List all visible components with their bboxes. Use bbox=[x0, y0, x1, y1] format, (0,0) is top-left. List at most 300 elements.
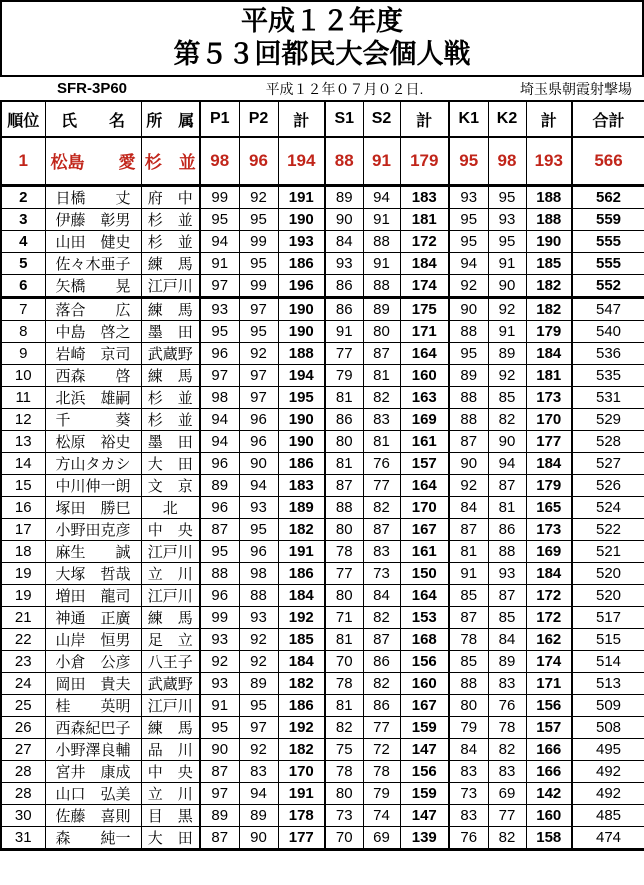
name-cell: 小野田克彦 bbox=[45, 518, 141, 540]
k1-cell: 84 bbox=[449, 496, 488, 518]
pt-cell: 182 bbox=[278, 738, 325, 760]
p2-cell: 96 bbox=[239, 408, 278, 430]
s2-cell: 91 bbox=[363, 137, 400, 185]
club-cell: 杉 並 bbox=[141, 137, 200, 185]
p2-cell: 97 bbox=[239, 364, 278, 386]
club-cell: 墨 田 bbox=[141, 320, 200, 342]
table-row bbox=[1, 826, 644, 849]
column-header-kt: 計 bbox=[526, 101, 572, 137]
page-title-event: 第５３回都民大会個人戦 bbox=[173, 39, 471, 69]
name-cell: 落合 広 bbox=[45, 297, 141, 320]
kt-cell: 177 bbox=[526, 430, 572, 452]
column-header-p1: P1 bbox=[200, 101, 239, 137]
s2-cell: 86 bbox=[363, 694, 400, 716]
st-cell: 160 bbox=[400, 364, 449, 386]
name-cell: 佐々木亜子 bbox=[45, 252, 141, 274]
s2-cell: 79 bbox=[363, 782, 400, 804]
s1-cell: 91 bbox=[325, 320, 363, 342]
s2-cell: 91 bbox=[363, 252, 400, 274]
club-cell: 大 田 bbox=[141, 826, 200, 849]
total-cell: 474 bbox=[572, 826, 644, 849]
s2-cell: 88 bbox=[363, 230, 400, 252]
table-row bbox=[1, 297, 644, 320]
p1-cell: 95 bbox=[200, 208, 239, 230]
name-cell: 松原 裕史 bbox=[45, 430, 141, 452]
p2-cell: 92 bbox=[239, 738, 278, 760]
p2-cell: 99 bbox=[239, 274, 278, 297]
st-cell: 172 bbox=[400, 230, 449, 252]
s2-cell: 82 bbox=[363, 606, 400, 628]
club-cell: 杉 並 bbox=[141, 386, 200, 408]
club-cell: 練 馬 bbox=[141, 364, 200, 386]
form-code: SFR-3P60 bbox=[57, 80, 128, 97]
name-cell: 山口 弘美 bbox=[45, 782, 141, 804]
st-cell: 175 bbox=[400, 297, 449, 320]
k1-cell: 78 bbox=[449, 628, 488, 650]
p2-cell: 94 bbox=[239, 474, 278, 496]
k1-cell: 93 bbox=[449, 185, 488, 208]
p1-cell: 99 bbox=[200, 606, 239, 628]
st-cell: 167 bbox=[400, 694, 449, 716]
k1-cell: 92 bbox=[449, 274, 488, 297]
s1-cell: 70 bbox=[325, 650, 363, 672]
rank-cell: 17 bbox=[1, 518, 45, 540]
p1-cell: 97 bbox=[200, 364, 239, 386]
p1-cell: 95 bbox=[200, 716, 239, 738]
kt-cell: 182 bbox=[526, 297, 572, 320]
total-cell: 514 bbox=[572, 650, 644, 672]
p1-cell: 94 bbox=[200, 408, 239, 430]
club-cell: 練 馬 bbox=[141, 716, 200, 738]
total-cell: 513 bbox=[572, 672, 644, 694]
k1-cell: 79 bbox=[449, 716, 488, 738]
s1-cell: 88 bbox=[325, 496, 363, 518]
table-row bbox=[1, 584, 644, 606]
kt-cell: 166 bbox=[526, 760, 572, 782]
k1-cell: 84 bbox=[449, 738, 488, 760]
table-row bbox=[1, 474, 644, 496]
s2-cell: 77 bbox=[363, 716, 400, 738]
k1-cell: 85 bbox=[449, 650, 488, 672]
k1-cell: 85 bbox=[449, 584, 488, 606]
column-header-k1: K1 bbox=[449, 101, 488, 137]
k2-cell: 93 bbox=[488, 562, 526, 584]
p2-cell: 89 bbox=[239, 804, 278, 826]
k2-cell: 92 bbox=[488, 364, 526, 386]
table-row bbox=[1, 804, 644, 826]
name-cell: 神通 正廣 bbox=[45, 606, 141, 628]
total-cell: 495 bbox=[572, 738, 644, 760]
s2-cell: 83 bbox=[363, 408, 400, 430]
name-cell: 森 純一 bbox=[45, 826, 141, 849]
s1-cell: 77 bbox=[325, 342, 363, 364]
p2-cell: 90 bbox=[239, 452, 278, 474]
p2-cell: 97 bbox=[239, 297, 278, 320]
total-cell: 559 bbox=[572, 208, 644, 230]
total-cell: 566 bbox=[572, 137, 644, 185]
p2-cell: 95 bbox=[239, 252, 278, 274]
s2-cell: 88 bbox=[363, 274, 400, 297]
total-cell: 526 bbox=[572, 474, 644, 496]
table-row bbox=[1, 716, 644, 738]
k1-cell: 95 bbox=[449, 342, 488, 364]
rank-cell: 19 bbox=[1, 562, 45, 584]
table-row bbox=[1, 782, 644, 804]
kt-cell: 185 bbox=[526, 252, 572, 274]
st-cell: 164 bbox=[400, 584, 449, 606]
total-cell: 492 bbox=[572, 760, 644, 782]
s1-cell: 70 bbox=[325, 826, 363, 849]
p1-cell: 94 bbox=[200, 230, 239, 252]
s2-cell: 82 bbox=[363, 496, 400, 518]
rank-cell: 8 bbox=[1, 320, 45, 342]
k2-cell: 82 bbox=[488, 408, 526, 430]
pt-cell: 184 bbox=[278, 650, 325, 672]
s1-cell: 80 bbox=[325, 782, 363, 804]
table-row bbox=[1, 760, 644, 782]
rank-cell: 24 bbox=[1, 672, 45, 694]
k2-cell: 83 bbox=[488, 672, 526, 694]
pt-cell: 194 bbox=[278, 137, 325, 185]
k2-cell: 90 bbox=[488, 430, 526, 452]
k2-cell: 92 bbox=[488, 297, 526, 320]
p1-cell: 91 bbox=[200, 252, 239, 274]
total-cell: 508 bbox=[572, 716, 644, 738]
k2-cell: 98 bbox=[488, 137, 526, 185]
rank-cell: 28 bbox=[1, 760, 45, 782]
s1-cell: 86 bbox=[325, 274, 363, 297]
club-cell: 八王子 bbox=[141, 650, 200, 672]
k2-cell: 89 bbox=[488, 650, 526, 672]
p1-cell: 95 bbox=[200, 540, 239, 562]
club-cell: 杉 並 bbox=[141, 408, 200, 430]
st-cell: 160 bbox=[400, 672, 449, 694]
st-cell: 161 bbox=[400, 430, 449, 452]
st-cell: 159 bbox=[400, 782, 449, 804]
k1-cell: 89 bbox=[449, 364, 488, 386]
k2-cell: 82 bbox=[488, 826, 526, 849]
kt-cell: 171 bbox=[526, 672, 572, 694]
pt-cell: 178 bbox=[278, 804, 325, 826]
k2-cell: 82 bbox=[488, 738, 526, 760]
s2-cell: 94 bbox=[363, 185, 400, 208]
kt-cell: 179 bbox=[526, 474, 572, 496]
club-cell: 大 田 bbox=[141, 452, 200, 474]
name-cell: 麻生 誠 bbox=[45, 540, 141, 562]
k1-cell: 88 bbox=[449, 408, 488, 430]
k2-cell: 85 bbox=[488, 386, 526, 408]
total-cell: 540 bbox=[572, 320, 644, 342]
rank-cell: 27 bbox=[1, 738, 45, 760]
s1-cell: 93 bbox=[325, 252, 363, 274]
column-header-s1: S1 bbox=[325, 101, 363, 137]
k1-cell: 87 bbox=[449, 518, 488, 540]
name-cell: 千 葵 bbox=[45, 408, 141, 430]
p2-cell: 94 bbox=[239, 782, 278, 804]
table-row bbox=[1, 137, 644, 185]
club-cell: 武蔵野 bbox=[141, 342, 200, 364]
club-cell: 江戸川 bbox=[141, 694, 200, 716]
k2-cell: 78 bbox=[488, 716, 526, 738]
name-cell: 日橋 丈 bbox=[45, 185, 141, 208]
rank-cell: 3 bbox=[1, 208, 45, 230]
table-row bbox=[1, 430, 644, 452]
kt-cell: 157 bbox=[526, 716, 572, 738]
k2-cell: 93 bbox=[488, 208, 526, 230]
rank-cell: 16 bbox=[1, 496, 45, 518]
column-header-s2: S2 bbox=[363, 101, 400, 137]
total-cell: 535 bbox=[572, 364, 644, 386]
table-row bbox=[1, 562, 644, 584]
pt-cell: 170 bbox=[278, 760, 325, 782]
pt-cell: 183 bbox=[278, 474, 325, 496]
pt-cell: 194 bbox=[278, 364, 325, 386]
st-cell: 170 bbox=[400, 496, 449, 518]
club-cell: 江戸川 bbox=[141, 584, 200, 606]
kt-cell: 162 bbox=[526, 628, 572, 650]
pt-cell: 177 bbox=[278, 826, 325, 849]
rank-cell: 26 bbox=[1, 716, 45, 738]
club-cell: 練 馬 bbox=[141, 297, 200, 320]
p1-cell: 96 bbox=[200, 342, 239, 364]
pt-cell: 190 bbox=[278, 430, 325, 452]
total-cell: 515 bbox=[572, 628, 644, 650]
st-cell: 147 bbox=[400, 738, 449, 760]
s2-cell: 87 bbox=[363, 518, 400, 540]
p2-cell: 92 bbox=[239, 650, 278, 672]
club-cell: 江戸川 bbox=[141, 540, 200, 562]
s1-cell: 77 bbox=[325, 562, 363, 584]
club-cell: 立 川 bbox=[141, 782, 200, 804]
p1-cell: 98 bbox=[200, 386, 239, 408]
pt-cell: 188 bbox=[278, 342, 325, 364]
s1-cell: 73 bbox=[325, 804, 363, 826]
rank-cell: 4 bbox=[1, 230, 45, 252]
s1-cell: 81 bbox=[325, 386, 363, 408]
p1-cell: 89 bbox=[200, 474, 239, 496]
total-cell: 531 bbox=[572, 386, 644, 408]
club-cell: 中 央 bbox=[141, 518, 200, 540]
club-cell: 品 川 bbox=[141, 738, 200, 760]
s1-cell: 90 bbox=[325, 208, 363, 230]
pt-cell: 184 bbox=[278, 584, 325, 606]
st-cell: 184 bbox=[400, 252, 449, 274]
pt-cell: 191 bbox=[278, 540, 325, 562]
club-cell: 杉 並 bbox=[141, 230, 200, 252]
p1-cell: 94 bbox=[200, 430, 239, 452]
s1-cell: 78 bbox=[325, 672, 363, 694]
name-cell: 岡田 貴夫 bbox=[45, 672, 141, 694]
p2-cell: 93 bbox=[239, 496, 278, 518]
k1-cell: 94 bbox=[449, 252, 488, 274]
p1-cell: 96 bbox=[200, 452, 239, 474]
rank-cell: 1 bbox=[1, 137, 45, 185]
st-cell: 164 bbox=[400, 342, 449, 364]
st-cell: 164 bbox=[400, 474, 449, 496]
total-cell: 524 bbox=[572, 496, 644, 518]
rank-cell: 30 bbox=[1, 804, 45, 826]
st-cell: 156 bbox=[400, 650, 449, 672]
kt-cell: 184 bbox=[526, 562, 572, 584]
s1-cell: 81 bbox=[325, 452, 363, 474]
k1-cell: 90 bbox=[449, 452, 488, 474]
total-cell: 520 bbox=[572, 584, 644, 606]
name-cell: 中川伸一朗 bbox=[45, 474, 141, 496]
s2-cell: 76 bbox=[363, 452, 400, 474]
s1-cell: 81 bbox=[325, 694, 363, 716]
k2-cell: 76 bbox=[488, 694, 526, 716]
p2-cell: 95 bbox=[239, 518, 278, 540]
pt-cell: 186 bbox=[278, 562, 325, 584]
total-cell: 552 bbox=[572, 274, 644, 297]
club-cell: 府 中 bbox=[141, 185, 200, 208]
st-cell: 167 bbox=[400, 518, 449, 540]
k1-cell: 88 bbox=[449, 672, 488, 694]
k1-cell: 88 bbox=[449, 386, 488, 408]
p1-cell: 93 bbox=[200, 628, 239, 650]
name-cell: 増田 龍司 bbox=[45, 584, 141, 606]
total-cell: 562 bbox=[572, 185, 644, 208]
pt-cell: 182 bbox=[278, 672, 325, 694]
s1-cell: 75 bbox=[325, 738, 363, 760]
p1-cell: 96 bbox=[200, 584, 239, 606]
st-cell: 181 bbox=[400, 208, 449, 230]
k1-cell: 73 bbox=[449, 782, 488, 804]
rank-cell: 13 bbox=[1, 430, 45, 452]
table-row bbox=[1, 208, 644, 230]
rank-cell: 28 bbox=[1, 782, 45, 804]
p2-cell: 97 bbox=[239, 386, 278, 408]
table-row bbox=[1, 650, 644, 672]
st-cell: 156 bbox=[400, 760, 449, 782]
name-cell: 山岸 恒男 bbox=[45, 628, 141, 650]
table-row bbox=[1, 408, 644, 430]
kt-cell: 181 bbox=[526, 364, 572, 386]
pt-cell: 192 bbox=[278, 716, 325, 738]
s2-cell: 78 bbox=[363, 760, 400, 782]
st-cell: 169 bbox=[400, 408, 449, 430]
s2-cell: 87 bbox=[363, 342, 400, 364]
s2-cell: 81 bbox=[363, 430, 400, 452]
s1-cell: 80 bbox=[325, 584, 363, 606]
s2-cell: 80 bbox=[363, 320, 400, 342]
total-cell: 547 bbox=[572, 297, 644, 320]
rank-cell: 19 bbox=[1, 584, 45, 606]
p2-cell: 83 bbox=[239, 760, 278, 782]
s1-cell: 84 bbox=[325, 230, 363, 252]
table-row bbox=[1, 694, 644, 716]
k2-cell: 94 bbox=[488, 452, 526, 474]
name-cell: 宮井 康成 bbox=[45, 760, 141, 782]
rank-cell: 21 bbox=[1, 606, 45, 628]
k2-cell: 86 bbox=[488, 518, 526, 540]
page-title-year: 平成１２年度 bbox=[241, 6, 403, 36]
s1-cell: 79 bbox=[325, 364, 363, 386]
k1-cell: 80 bbox=[449, 694, 488, 716]
s2-cell: 81 bbox=[363, 364, 400, 386]
club-cell: 足 立 bbox=[141, 628, 200, 650]
st-cell: 161 bbox=[400, 540, 449, 562]
kt-cell: 156 bbox=[526, 694, 572, 716]
rank-cell: 10 bbox=[1, 364, 45, 386]
rank-cell: 9 bbox=[1, 342, 45, 364]
club-cell: 墨 田 bbox=[141, 430, 200, 452]
column-header-pt: 計 bbox=[278, 101, 325, 137]
rank-cell: 31 bbox=[1, 826, 45, 849]
s1-cell: 86 bbox=[325, 297, 363, 320]
k2-cell: 69 bbox=[488, 782, 526, 804]
s1-cell: 82 bbox=[325, 716, 363, 738]
kt-cell: 170 bbox=[526, 408, 572, 430]
pt-cell: 190 bbox=[278, 297, 325, 320]
k2-cell: 91 bbox=[488, 252, 526, 274]
p2-cell: 92 bbox=[239, 628, 278, 650]
p2-cell: 95 bbox=[239, 208, 278, 230]
club-cell: 文 京 bbox=[141, 474, 200, 496]
table-row bbox=[1, 628, 644, 650]
table-row bbox=[1, 252, 644, 274]
s2-cell: 91 bbox=[363, 208, 400, 230]
p2-cell: 99 bbox=[239, 230, 278, 252]
s2-cell: 69 bbox=[363, 826, 400, 849]
p1-cell: 98 bbox=[200, 137, 239, 185]
st-cell: 157 bbox=[400, 452, 449, 474]
column-header-total: 合計 bbox=[572, 101, 644, 137]
k2-cell: 85 bbox=[488, 606, 526, 628]
p2-cell: 96 bbox=[239, 430, 278, 452]
s2-cell: 82 bbox=[363, 386, 400, 408]
st-cell: 153 bbox=[400, 606, 449, 628]
p1-cell: 97 bbox=[200, 782, 239, 804]
s1-cell: 81 bbox=[325, 628, 363, 650]
club-cell: 練 馬 bbox=[141, 252, 200, 274]
table-row bbox=[1, 452, 644, 474]
rank-cell: 2 bbox=[1, 185, 45, 208]
p2-cell: 97 bbox=[239, 716, 278, 738]
rank-cell: 7 bbox=[1, 297, 45, 320]
s1-cell: 87 bbox=[325, 474, 363, 496]
total-cell: 555 bbox=[572, 230, 644, 252]
s2-cell: 84 bbox=[363, 584, 400, 606]
name-cell: 小野澤良輔 bbox=[45, 738, 141, 760]
st-cell: 183 bbox=[400, 185, 449, 208]
s2-cell: 73 bbox=[363, 562, 400, 584]
table-row bbox=[1, 364, 644, 386]
p1-cell: 88 bbox=[200, 562, 239, 584]
column-header-club: 所 属 bbox=[141, 101, 200, 137]
kt-cell: 173 bbox=[526, 386, 572, 408]
total-cell: 517 bbox=[572, 606, 644, 628]
k1-cell: 87 bbox=[449, 606, 488, 628]
s1-cell: 78 bbox=[325, 760, 363, 782]
table-row bbox=[1, 518, 644, 540]
st-cell: 174 bbox=[400, 274, 449, 297]
s2-cell: 72 bbox=[363, 738, 400, 760]
k2-cell: 83 bbox=[488, 760, 526, 782]
s2-cell: 83 bbox=[363, 540, 400, 562]
pt-cell: 195 bbox=[278, 386, 325, 408]
name-cell: 佐藤 喜則 bbox=[45, 804, 141, 826]
k1-cell: 95 bbox=[449, 208, 488, 230]
st-cell: 163 bbox=[400, 386, 449, 408]
pt-cell: 191 bbox=[278, 782, 325, 804]
total-cell: 521 bbox=[572, 540, 644, 562]
results-table bbox=[0, 100, 644, 851]
k1-cell: 83 bbox=[449, 760, 488, 782]
p1-cell: 99 bbox=[200, 185, 239, 208]
p2-cell: 90 bbox=[239, 826, 278, 849]
k2-cell: 95 bbox=[488, 230, 526, 252]
